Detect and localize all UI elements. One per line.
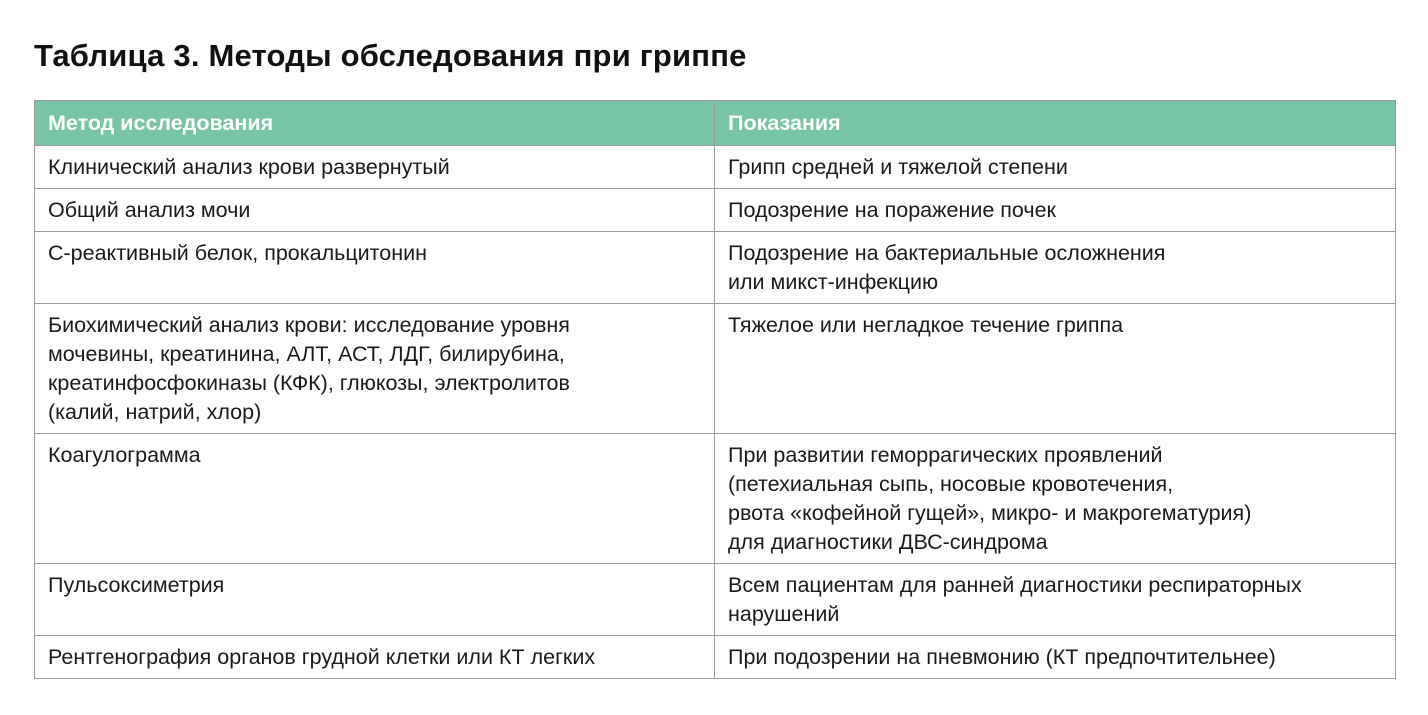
indication-cell xyxy=(715,232,1396,304)
indication-text: Подозрение на бактериальные осложнения xyxy=(728,241,1166,265)
table-row xyxy=(35,232,1396,304)
table-title: Таблица 3. Методы обследования при гриппе xyxy=(34,38,747,73)
table-row xyxy=(35,636,1396,679)
table-header-row xyxy=(35,101,1396,146)
indication-cell xyxy=(715,189,1396,232)
header-method: Метод исследования xyxy=(35,101,715,146)
indication-text: Грипп средней и тяжелой степени xyxy=(728,155,1068,179)
method-cell xyxy=(35,304,715,434)
indication-text: нарушений xyxy=(728,602,840,626)
method-text: мочевины, креатинина, АЛТ, АСТ, ЛДГ, билирубина, xyxy=(48,342,565,366)
header-indication: Показания xyxy=(715,101,1396,146)
indication-text: (петехиальная сыпь, носовые кровотечения, xyxy=(728,472,1174,496)
method-text: Клинический анализ крови развернутый xyxy=(48,155,450,179)
methods-table xyxy=(34,100,1396,679)
method-text: креатинфосфокиназы (КФК), глюкозы, электролитов xyxy=(48,371,570,395)
table-row xyxy=(35,564,1396,636)
indication-text: При подозрении на пневмонию (КТ предпочтительнее) xyxy=(728,645,1276,669)
indication-text: или микст-инфекцию xyxy=(728,270,939,294)
indication-cell xyxy=(715,636,1396,679)
method-cell xyxy=(35,564,715,636)
method-cell xyxy=(35,232,715,304)
indication-text: для диагностики ДВС-синдрома xyxy=(728,530,1048,554)
indication-cell xyxy=(715,434,1396,564)
method-cell xyxy=(35,146,715,189)
method-text: (калий, натрий, хлор) xyxy=(48,400,262,424)
method-cell xyxy=(35,636,715,679)
table-row xyxy=(35,189,1396,232)
indication-cell xyxy=(715,304,1396,434)
indication-text: При развитии геморрагических проявлений xyxy=(728,443,1163,467)
indication-cell xyxy=(715,564,1396,636)
table-row xyxy=(35,304,1396,434)
method-text: Пульсоксиметрия xyxy=(48,573,225,597)
indication-cell xyxy=(715,146,1396,189)
indication-text: Всем пациентам для ранней диагностики респираторных xyxy=(728,573,1302,597)
method-text: Коагулограмма xyxy=(48,443,201,467)
indication-text: рвота «кофейной гущей», микро- и макрогематурия) xyxy=(728,501,1252,525)
method-text: Рентгенография органов грудной клетки или КТ легких xyxy=(48,645,596,669)
table-row xyxy=(35,146,1396,189)
method-cell xyxy=(35,189,715,232)
method-text: С-реактивный белок, прокальцитонин xyxy=(48,241,427,265)
indication-text: Подозрение на поражение почек xyxy=(728,198,1056,222)
method-cell xyxy=(35,434,715,564)
indication-text: Тяжелое или негладкое течение гриппа xyxy=(728,313,1124,337)
method-text: Общий анализ мочи xyxy=(48,198,251,222)
table-row xyxy=(35,434,1396,564)
method-text: Биохимический анализ крови: исследование уровня xyxy=(48,313,570,337)
